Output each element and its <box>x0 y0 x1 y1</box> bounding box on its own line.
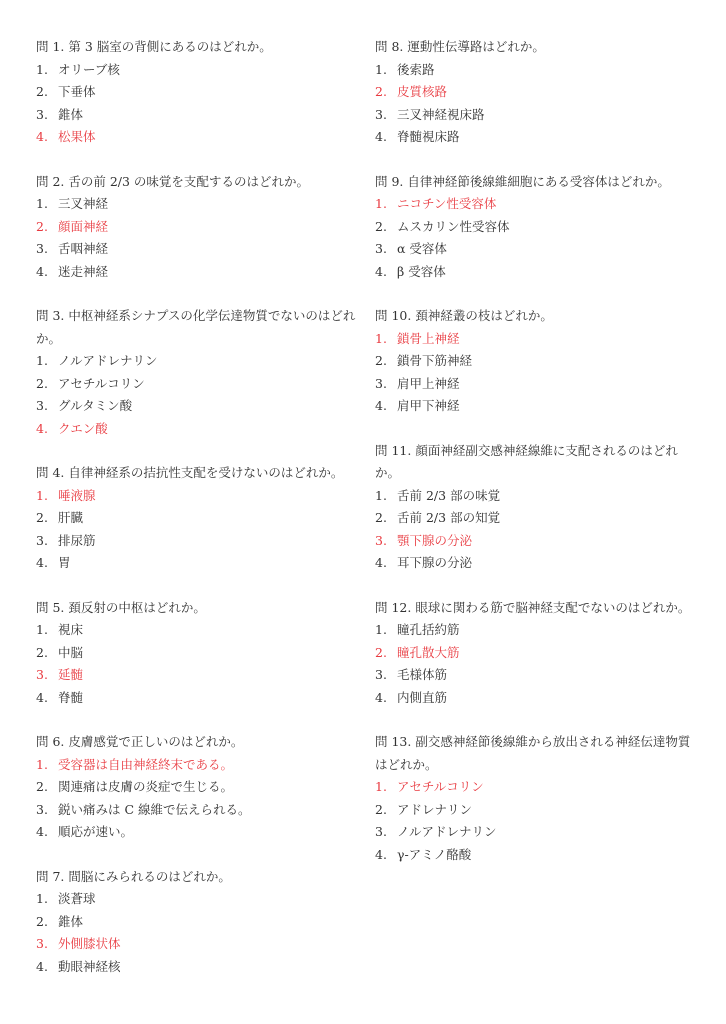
choice-text: 内側直筋 <box>397 689 448 705</box>
choice-correct <box>36 126 361 149</box>
choice-number: 4. <box>375 398 387 413</box>
choice-text: 順応が速い。 <box>58 824 134 839</box>
choice-number: 3. <box>375 532 387 548</box>
choice-number: 1. <box>36 891 48 906</box>
choice-text: α 受容体 <box>397 241 447 256</box>
choice-text: ニコチン性受容体 <box>397 196 497 211</box>
choice-text: 松果体 <box>58 129 96 144</box>
choice-text: 鎖骨下筋神経 <box>397 353 473 368</box>
question-title: 問 5. 頚反射の中枢はどれか。 <box>36 599 206 615</box>
choice-number: 2. <box>36 218 48 234</box>
choice-text: 肝臓 <box>58 510 84 525</box>
choice <box>36 193 361 216</box>
question-12 <box>375 597 695 710</box>
choice <box>375 238 695 261</box>
choice-number: 3. <box>36 936 48 951</box>
choice-text: 視床 <box>58 622 84 637</box>
choice-text: 下垂体 <box>58 84 96 99</box>
choice-text: 延髄 <box>58 667 84 682</box>
choice-number: 2. <box>36 510 48 525</box>
choice <box>36 821 361 844</box>
question-10 <box>375 305 695 418</box>
choice-text: 舌前 2/3 部の味覚 <box>397 487 501 503</box>
choice-number: 4. <box>375 129 387 144</box>
choice-number: 4. <box>375 846 387 862</box>
choice-number: 4. <box>36 555 48 570</box>
choice-number: 3. <box>375 667 387 682</box>
choice <box>36 507 361 530</box>
choice <box>36 81 361 104</box>
choice-text: 耳下腺の分泌 <box>397 555 473 570</box>
choice <box>36 261 361 284</box>
choice-number: 3. <box>36 801 48 817</box>
choice-number: 1. <box>36 353 48 368</box>
choice <box>36 552 361 575</box>
question-title: 問 6. 皮膚感覚で正しいのはどれか。 <box>36 734 244 749</box>
choice-correct <box>375 530 695 553</box>
choice-text: 中脳 <box>58 644 84 660</box>
choice-text: 三叉神経視床路 <box>397 106 485 122</box>
choice-number: 2. <box>36 375 48 391</box>
choice <box>36 687 361 710</box>
choice-text: 迷走神経 <box>58 263 109 279</box>
choice-correct <box>36 664 361 687</box>
choice <box>375 126 695 149</box>
choice-number: 3. <box>375 241 387 256</box>
question-7 <box>36 866 361 979</box>
choice-text: 唾液腺 <box>58 487 96 503</box>
choice-text: 胃 <box>58 555 71 570</box>
question-6 <box>36 731 361 844</box>
choice <box>375 485 695 508</box>
choice-number: 4. <box>36 129 48 144</box>
choice-text: 後索路 <box>397 61 435 77</box>
choice-number: 4. <box>36 824 48 839</box>
choice <box>36 911 361 934</box>
left-column <box>36 36 361 978</box>
choice-text: 毛様体筋 <box>397 667 448 682</box>
question-11 <box>375 440 695 575</box>
choice-text: ノルアドレナリン <box>58 353 158 368</box>
choice-text: 鎖骨上神経 <box>397 330 460 346</box>
choice-correct <box>375 776 695 799</box>
choice-text: 舌咽神経 <box>58 241 109 256</box>
choice-number: 2. <box>36 913 48 929</box>
choice <box>36 642 361 665</box>
choice-number: 3. <box>375 824 387 839</box>
choice-number: 3. <box>375 375 387 391</box>
choice-correct <box>375 193 695 216</box>
choice <box>375 350 695 373</box>
choice <box>375 507 695 530</box>
choice-number: 4. <box>36 263 48 279</box>
choice-number: 2. <box>375 353 387 368</box>
question-3 <box>36 305 361 440</box>
choice <box>375 59 695 82</box>
question-1 <box>36 36 361 149</box>
choice <box>375 261 695 284</box>
choice-number: 1. <box>375 196 387 211</box>
question-title: 問 13. 副交感神経節後線維から放出される神経伝達物質はどれか。 <box>375 734 691 772</box>
choice-text: 受容器は自由神経終末である。 <box>58 756 234 772</box>
choice-text: 舌前 2/3 部の知覚 <box>397 510 501 525</box>
choice-number: 3. <box>36 532 48 548</box>
choice-number: 4. <box>375 263 387 279</box>
choice <box>375 619 695 642</box>
choice-text: 動眼神経核 <box>58 958 121 974</box>
choice-correct <box>375 81 695 104</box>
choice-number: 2. <box>375 218 387 234</box>
choice <box>375 104 695 127</box>
choice-number: 1. <box>375 61 387 77</box>
question-13 <box>375 731 695 866</box>
choice <box>375 821 695 844</box>
choice-number: 3. <box>36 398 48 413</box>
question-title: 問 8. 運動性伝導路はどれか。 <box>375 39 545 54</box>
choice-text: 関連痛は皮膚の炎症で生じる。 <box>58 779 234 794</box>
choice-number: 2. <box>36 84 48 99</box>
choice <box>375 373 695 396</box>
choice-text: 肩甲上神経 <box>397 375 460 391</box>
choice-number: 1. <box>375 330 387 346</box>
choice-text: アセチルコリン <box>397 779 484 794</box>
choice-text: 錐体 <box>58 106 84 122</box>
choice-number: 1. <box>36 196 48 211</box>
choice-number: 3. <box>36 106 48 122</box>
question-title: 問 2. 舌の前 2/3 の味覚を支配するのはどれか。 <box>36 173 309 189</box>
choice-text: ノルアドレナリン <box>397 824 497 839</box>
choice-number: 4. <box>375 689 387 705</box>
question-title: 問 3. 中枢神経系シナプスの化学伝達物質でないのはどれか。 <box>36 308 356 346</box>
choice-text: 三叉神経 <box>58 196 109 211</box>
question-title: 問 7. 間脳にみられるのはどれか。 <box>36 868 231 884</box>
choice <box>36 238 361 261</box>
choice-number: 1. <box>36 622 48 637</box>
choice-number: 2. <box>375 510 387 525</box>
question-title: 問 9. 自律神経節後線維細胞にある受容体はどれか。 <box>375 173 670 189</box>
choice <box>36 104 361 127</box>
choice <box>36 888 361 911</box>
choice-text: γ-アミノ酪酸 <box>397 846 472 862</box>
question-title: 問 4. 自律神経系の拮抗性支配を受けないのはどれか。 <box>36 465 344 480</box>
choice-correct <box>36 754 361 777</box>
choice <box>375 687 695 710</box>
choice <box>375 395 695 418</box>
choice-number: 2. <box>375 644 387 660</box>
choice <box>36 776 361 799</box>
choice <box>375 844 695 867</box>
choice <box>375 216 695 239</box>
question-4 <box>36 462 361 575</box>
choice-number: 1. <box>375 779 387 794</box>
question-title: 問 11. 顔面神経副交感神経線維に支配されるのはどれか。 <box>375 442 678 480</box>
question-title: 問 1. 第 3 脳室の背側にあるのはどれか。 <box>36 39 272 54</box>
choice-number: 3. <box>36 241 48 256</box>
choice <box>36 619 361 642</box>
choice-number: 1. <box>36 61 48 77</box>
question-9 <box>375 171 695 284</box>
choice-number: 4. <box>36 420 48 436</box>
choice-text: ムスカリン性受容体 <box>397 218 510 234</box>
choice-text: 瞳孔括約筋 <box>397 622 460 637</box>
choice-number: 4. <box>36 958 48 974</box>
choice-text: 錐体 <box>58 913 84 929</box>
choice-text: 顎下腺の分泌 <box>397 532 473 548</box>
question-2 <box>36 171 361 284</box>
choice-text: 瞳孔散大筋 <box>397 644 460 660</box>
choice-number: 4. <box>375 555 387 570</box>
choice-number: 2. <box>375 801 387 817</box>
choice-number: 2. <box>36 644 48 660</box>
choice-number: 1. <box>375 487 387 503</box>
choice-text: 排尿筋 <box>58 532 96 548</box>
choice-text: 皮質核路 <box>397 84 448 99</box>
choice <box>36 350 361 373</box>
choice-correct <box>36 485 361 508</box>
choice <box>36 956 361 979</box>
choice-text: 脊髄 <box>58 689 84 705</box>
question-8 <box>375 36 695 149</box>
choice-number: 1. <box>36 756 48 772</box>
question-5 <box>36 597 361 710</box>
choice <box>375 664 695 687</box>
choice-correct <box>375 328 695 351</box>
question-title: 問 12. 眼球に関わる筋で脳神経支配でないのはどれか。 <box>375 599 691 615</box>
choice-correct <box>36 216 361 239</box>
choice-correct <box>36 418 361 441</box>
choice-number: 1. <box>36 487 48 503</box>
choice-text: 外側膝状体 <box>58 936 121 951</box>
right-column <box>375 36 695 866</box>
choice-text: アセチルコリン <box>58 375 145 391</box>
choice <box>36 799 361 822</box>
choice <box>375 552 695 575</box>
choice <box>36 395 361 418</box>
choice-text: クエン酸 <box>58 420 108 436</box>
choice <box>36 373 361 396</box>
choice-text: 顔面神経 <box>58 218 109 234</box>
choice-number: 4. <box>36 689 48 705</box>
choice-text: グルタミン酸 <box>58 398 133 413</box>
choice-correct <box>375 642 695 665</box>
choice-text: 脊髄視床路 <box>397 129 460 144</box>
choice <box>36 530 361 553</box>
question-title: 問 10. 頚神経叢の枝はどれか。 <box>375 308 553 323</box>
choice-number: 1. <box>375 622 387 637</box>
choice-number: 2. <box>375 84 387 99</box>
choice-number: 3. <box>36 667 48 682</box>
choice-text: β 受容体 <box>397 263 446 279</box>
choice-text: オリーブ核 <box>58 61 120 77</box>
choice-number: 2. <box>36 779 48 794</box>
choice <box>375 799 695 822</box>
choice <box>36 59 361 82</box>
choice-text: 鋭い痛みは C 線維で伝えられる。 <box>58 801 251 817</box>
choice-text: 肩甲下神経 <box>397 398 460 413</box>
choice-text: 淡蒼球 <box>58 891 96 906</box>
choice-number: 3. <box>375 106 387 122</box>
choice-text: アドレナリン <box>397 801 473 817</box>
choice-correct <box>36 933 361 956</box>
